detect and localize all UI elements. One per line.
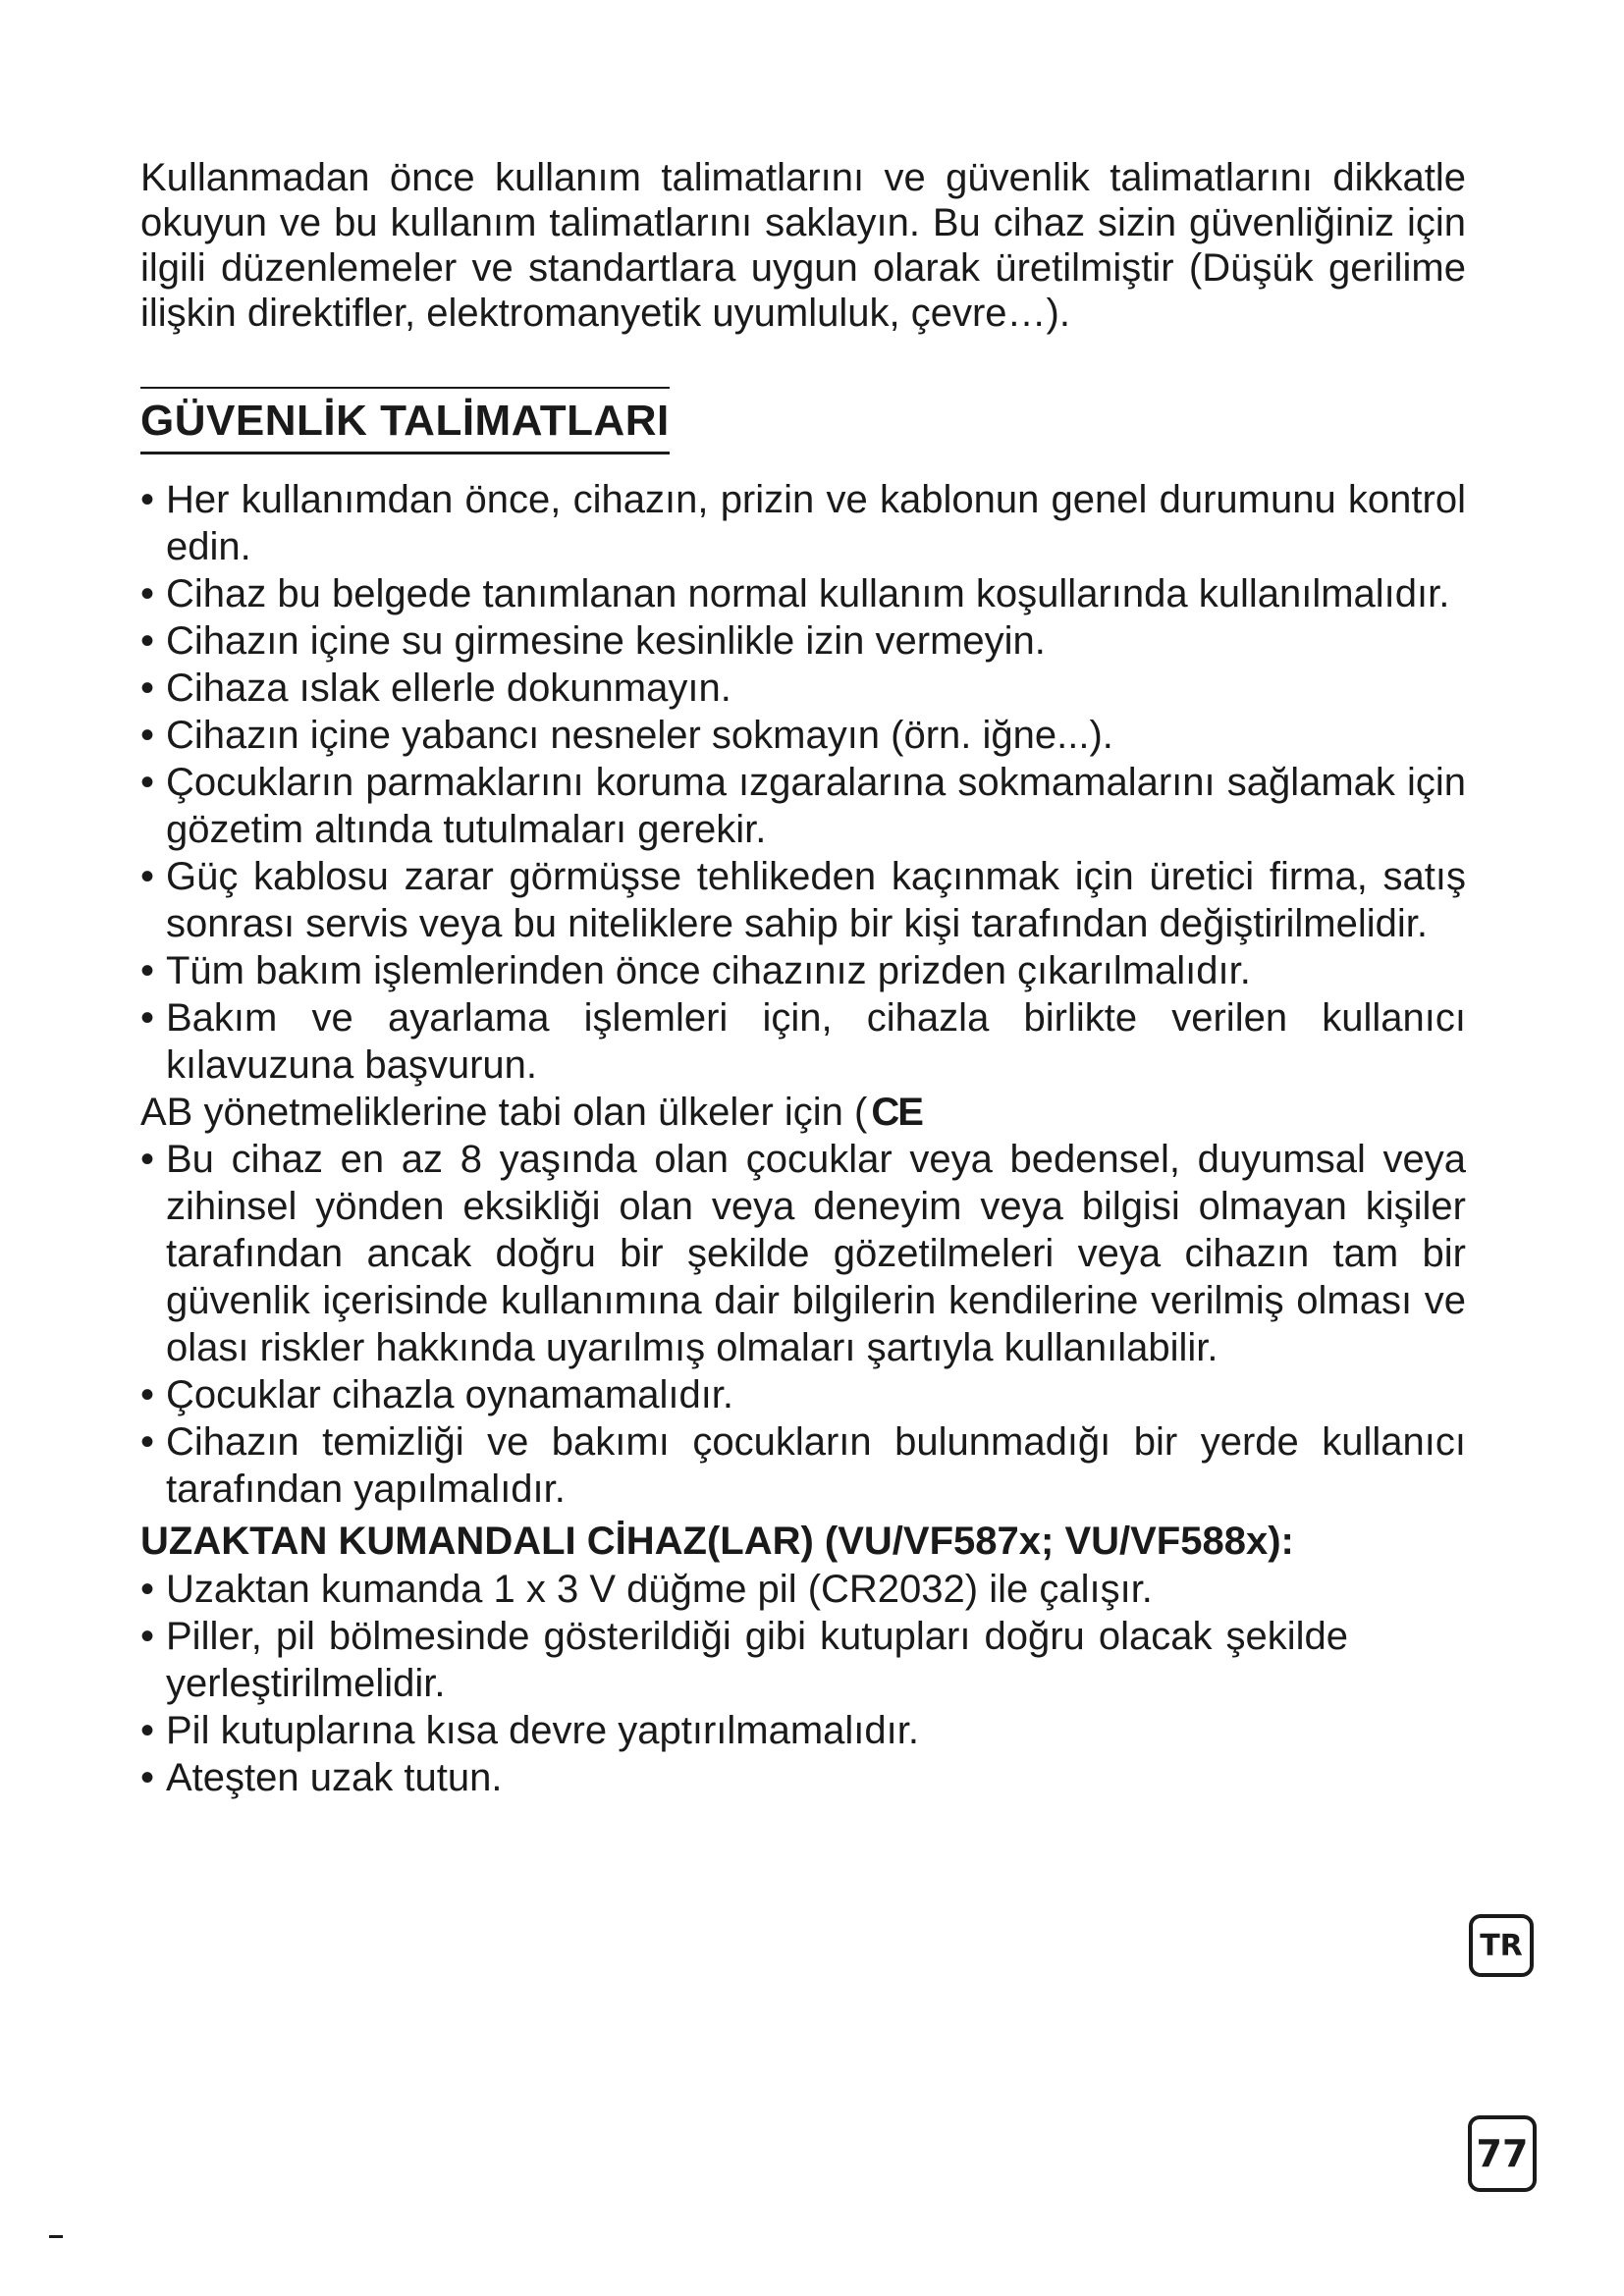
page-number: 77 (1468, 2115, 1537, 2192)
list-item: • Cihaz bu belgede tanımlanan normal kullanım koşullarında kullanılmalıdır. (140, 570, 1466, 617)
crop-mark (49, 2235, 63, 2238)
list-item: • Piller, pil bölmesinde gösterildiği gibi kutupları doğru olacak şekilde yerleştirilmelidir. (140, 1613, 1466, 1707)
remote-control-list (140, 1566, 1466, 1801)
list-item: • Her kullanımdan önce, cihazın, prizin ve kablonun genel durumunu kontrol edin. (140, 476, 1466, 570)
list-item: • Ateşten uzak tutun. (140, 1754, 1466, 1801)
list-item: • Pil kutuplarına kısa devre yaptırılmamalıdır. (140, 1707, 1466, 1754)
eu-instructions-list (140, 1136, 1466, 1513)
list-item: • Tüm bakım işlemlerinden önce cihazınız prizden çıkarılmalıdır. (140, 947, 1466, 994)
list-item: • Cihazın içine yabancı nesneler sokmayın (örn. iğne...). (140, 712, 1466, 759)
list-item: • Bu cihaz en az 8 yaşında olan çocuklar veya bedensel, duyumsal veya zihinsel yönden eksikliği olan veya deneyim veya bilgisi olmayan kişiler tarafından ancak doğru bir şekilde gözetilmeleri veya cihazın tam bir güvenlik içerisinde kullanımına dair bilgilerin kendilerine verilmiş olması ve olası riskler hakkında uyarılmış olmaları şartıyla kullanılabilir. (140, 1136, 1466, 1371)
page-content (140, 155, 1466, 1801)
list-item: • Uzaktan kumanda 1 x 3 V düğme pil (CR2032) ile çalışır. (140, 1566, 1466, 1613)
list-item: • Güç kablosu zarar görmüşse tehlikeden kaçınmak için üretici firma, satış sonrası servis veya bu niteliklere sahip bir kişi tarafından değiştirilmelidir. (140, 853, 1466, 947)
list-item: • Cihazın temizliği ve bakımı çocukların bulunmadığı bir yerde kullanıcı tarafından yapılmalıdır. (140, 1418, 1466, 1513)
ce-mark-icon: CE (871, 1091, 922, 1134)
list-item: • Cihaza ıslak ellerle dokunmayın. (140, 665, 1466, 712)
language-badge: TR (1469, 1914, 1534, 1977)
safety-instructions-list (140, 476, 1466, 1089)
section-title-safety: GÜVENLİK TALİMATLARI (140, 387, 670, 454)
list-item: • Çocukların parmaklarını koruma ızgaralarına sokmamalarını sağlamak için gözetim altında tutulmaları gerekir. (140, 759, 1466, 853)
eu-regulation-note (140, 1089, 1466, 1136)
remote-control-heading: UZAKTAN KUMANDALI CİHAZ(LAR) (VU/VF587x; VU/VF588x): (140, 1520, 1294, 1563)
list-item: • Bakım ve ayarlama işlemleri için, cihazla birlikte verilen kullanıcı kılavuzuna başvurun. (140, 994, 1466, 1089)
eu-note-text: AB yönetmeliklerine tabi olan ülkeler için ( (140, 1091, 868, 1134)
list-item: • Çocuklar cihazla oynamamalıdır. (140, 1371, 1466, 1418)
intro-paragraph: Kullanmadan önce kullanım talimatlarını ve güvenlik talimatlarını dikkatle okuyun ve bu kullanım talimatlarını saklayın. Bu cihaz sizin güvenliğiniz için ilgili düzenlemeler ve standartlara uygun olarak üretilmiştir (Düşük gerilime ilişkin direktifler, elektromanyetik uyumluluk, çevre…). (140, 156, 1466, 335)
list-item: • Cihazın içine su girmesine kesinlikle izin vermeyin. (140, 617, 1466, 665)
